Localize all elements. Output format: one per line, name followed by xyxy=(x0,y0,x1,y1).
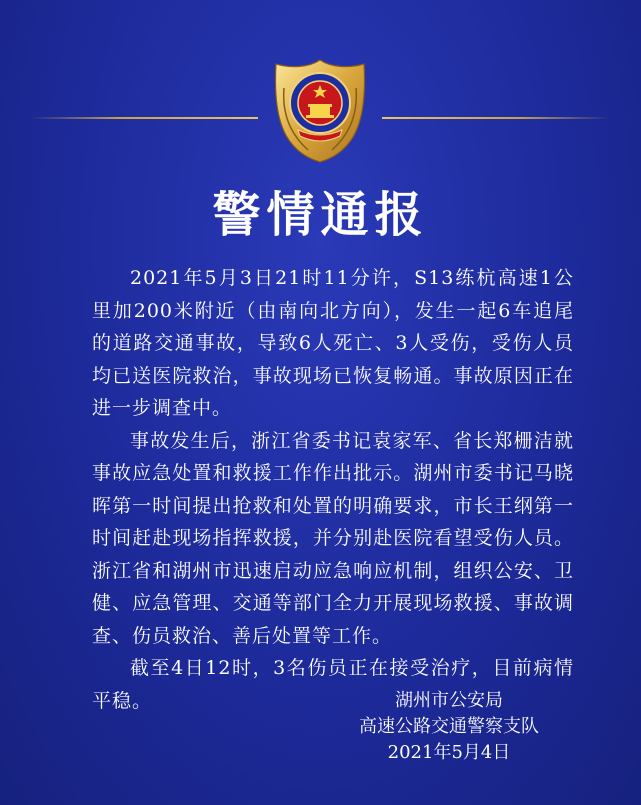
signature-block xyxy=(319,688,579,766)
paragraph-1: 2021年5月3日21时11分许，S13练杭高速1公里加200米附近（由南向北方向），发生一起6车追尾的道路交通事故，导致6人死亡、3人受伤，受伤人员均已送医院救治，事故现场已恢复畅通。事故原因正在进一步调查中。 xyxy=(92,267,574,419)
paragraph-2: 事故发生后，浙江省委书记袁家军、省长郑栅洁就事故应急处置和救援工作作出批示。湖州市委书记马晓晖第一时间提出抢救和处置的明确要求，市长王纲第一时间赶赴现场指挥救援，并分别赴医院看望受伤人员。浙江省和湖州市迅速启动应急响应机制，组织公安、卫健、应急管理、交通等部门全力开展现场救援、事故调查、伤员救治、善后处置等工作。 xyxy=(92,429,574,647)
paragraph-3: 截至4日12时，3名伤员正在接受治疗，目前病情平稳。 xyxy=(92,657,574,712)
signature-org-1: 湖州市公安局 xyxy=(395,690,503,711)
gold-divider-right xyxy=(382,117,610,119)
gold-divider-left xyxy=(30,117,258,119)
page-title: 警情通报 xyxy=(212,187,429,243)
signature-org-2: 高速公路交通警察支队 xyxy=(359,716,539,737)
police-emblem-icon xyxy=(270,58,370,163)
signature-date: 2021年5月4日 xyxy=(387,742,511,763)
notice-body xyxy=(92,262,574,717)
